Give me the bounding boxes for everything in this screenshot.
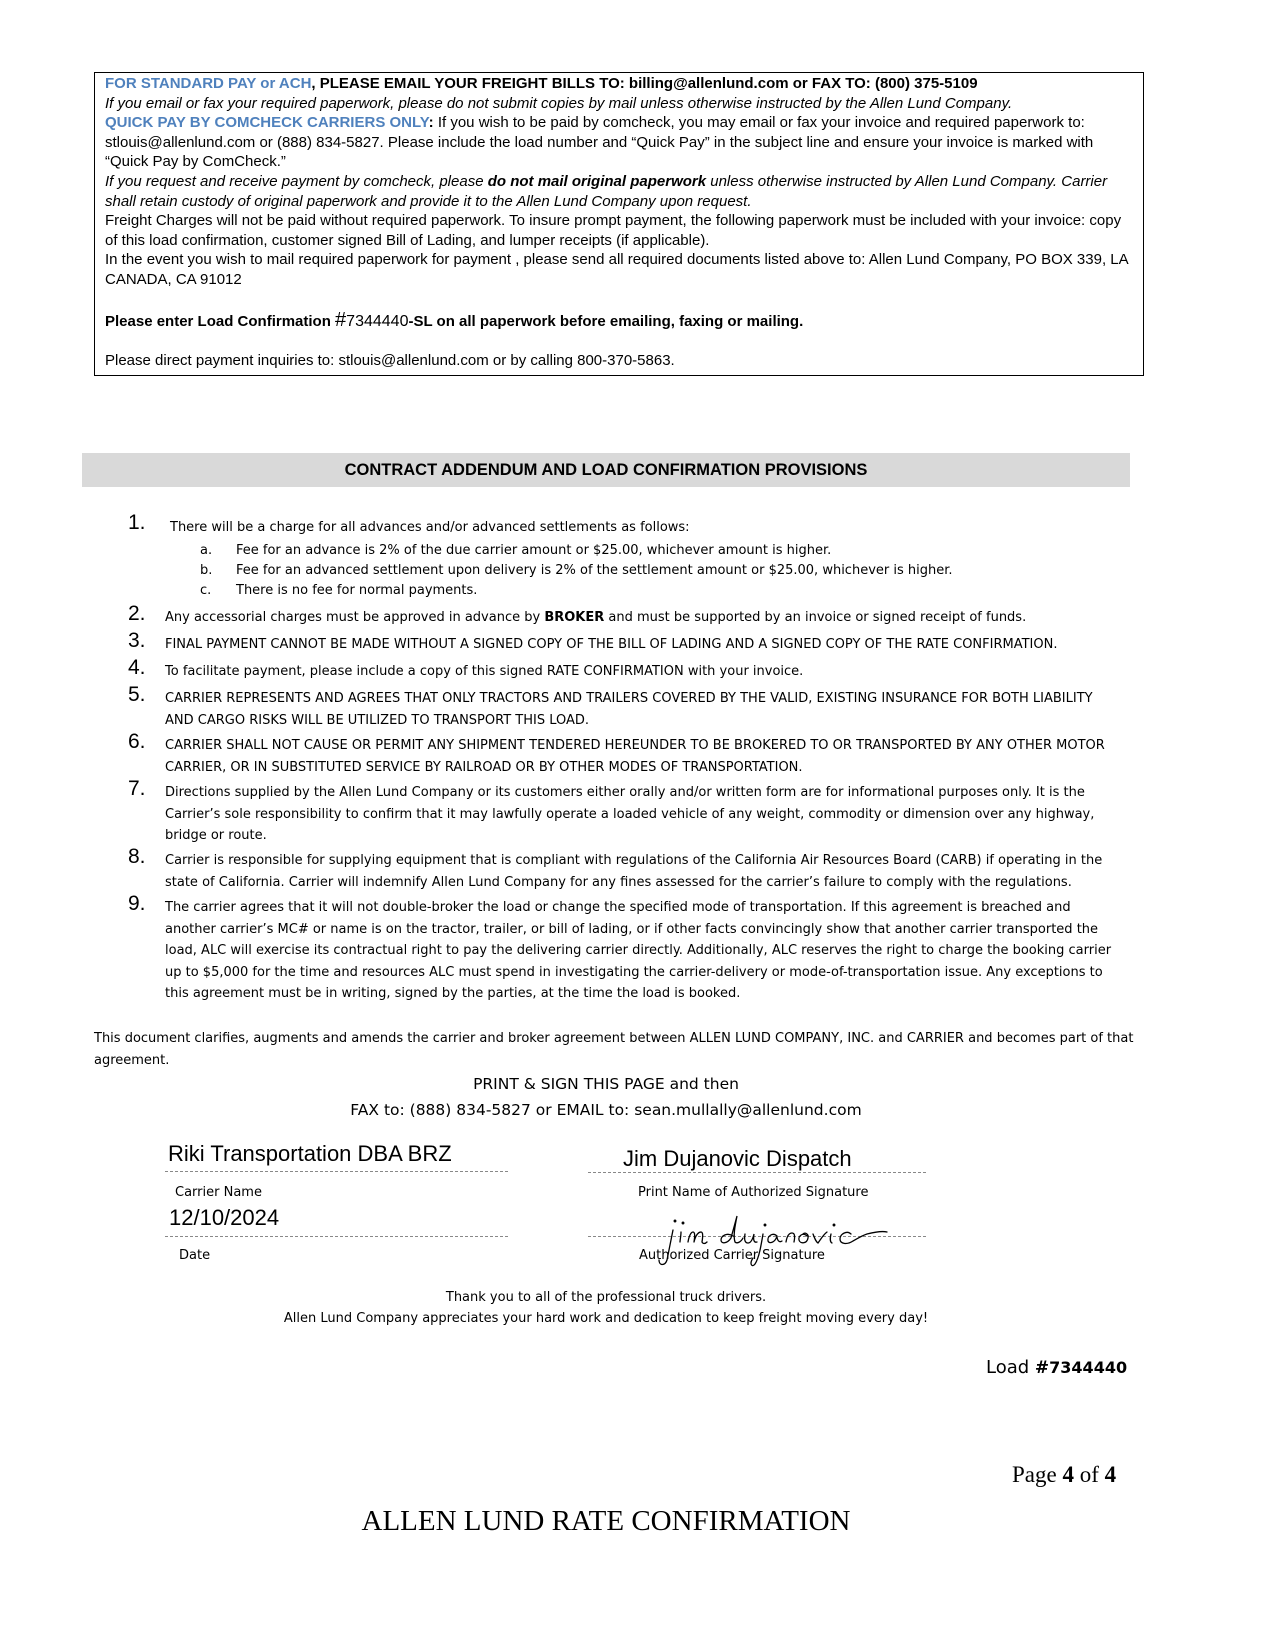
provision-text: CARRIER REPRESENTS AND AGREES THAT ONLY TRACTORS AND TRAILERS COVERED BY THE VALID, EXISTING INSURANCE FOR BOTH LIABILITY AND CARGO RISKS WILL BE UTILIZED TO TRANSPORT THIS LOAD.: [165, 691, 1093, 728]
provision-number: 6.: [128, 730, 146, 753]
provision-text-broker: BROKER: [544, 610, 605, 625]
load-confirmation-number: 7344440: [346, 313, 409, 331]
standard-pay-instructions: , PLEASE EMAIL YOUR FREIGHT BILLS TO: billing@allenlund.com or FAX TO: (800) 375-5109: [311, 75, 978, 92]
billing-instructions-box: [94, 72, 1144, 376]
sub-item-text: There is no fee for normal payments.: [236, 583, 478, 598]
page-of: of: [1073, 1462, 1105, 1487]
load-confirmation-suffix: -SL on all paperwork before emailing, faxing or mailing.: [408, 313, 804, 331]
print-name-line: [588, 1172, 926, 1173]
freight-charges-note: Freight Charges will not be paid without required paperwork. To insure prompt payment, the following paperwork must be included with your invoice: copy of this load confirmation, customer signed Bill of Lading, and lumper receipts (if applicable).: [105, 212, 1122, 249]
signature-label: Authorized Carrier Signature: [639, 1248, 825, 1263]
provision-number: 4.: [128, 656, 146, 679]
provision-number: 2.: [128, 602, 146, 625]
load-reference-number: 7344440: [1049, 1358, 1128, 1377]
sub-item-letter: c.: [200, 583, 212, 598]
provision-text: [165, 607, 1115, 629]
load-reference: [986, 1357, 1127, 1378]
print-name-label: Print Name of Authorized Signature: [638, 1185, 869, 1200]
quick-pay-label: QUICK PAY BY COMCHECK CARRIERS ONLY: [105, 114, 429, 132]
page-total: 4: [1104, 1462, 1117, 1487]
sub-item-letter: a.: [200, 543, 213, 558]
comcheck-note-end: unless otherwise instructed by Allen Lund Company. Carrier shall retain custody of original paperwork and provide it to the Allen Lund Company upon request.: [105, 172, 1108, 210]
provision-text: The carrier agrees that it will not double-broker the load or change the specified mode of transportation. If this agreement is breached and another carrier’s MC# or name is on the tractor, trailer, or bill of lading, or if other facts convincingly show that another carrier transported the load, ALC will exercise its contractual right to pay the delivering carrier directly. Additionally, ALC reserves the right to charge the booking carrier up to $5,000 for the time and resources ALC must spend in investigating the carrier-delivery or mode-of-transportation issue. Any exceptions to this agreement must be in writing, signed by the parties, at the time the load is booked.: [165, 900, 1112, 1001]
date-value: 12/10/2024: [169, 1205, 280, 1230]
sub-item-letter: b.: [200, 563, 213, 578]
quick-pay-paragraph: [105, 113, 1133, 172]
provisions-header: CONTRACT ADDENDUM AND LOAD CONFIRMATION PROVISIONS: [82, 453, 1130, 487]
comcheck-note-emphasis: do not mail original paperwork: [487, 172, 707, 190]
comcheck-note: [105, 172, 1133, 211]
carrier-name-line: [165, 1171, 508, 1172]
provision-text: Directions supplied by the Allen Lund Company or its customers either orally and/or written form are for informational purposes only. It is the Carrier’s sole responsibility to confirm that it may lawfully operate a loaded vehicle of any weight, commodity or dimension over any highway, bridge or route.: [165, 785, 1095, 843]
page-current: 4: [1062, 1462, 1074, 1487]
comcheck-note-start: If you request and receive payment by comcheck, please: [105, 172, 488, 190]
mail-address-note: In the event you wish to mail required paperwork for payment , please send all required documents listed above to: Allen Lund Company, PO BOX 339, LA CANADA, CA 91012: [105, 251, 1128, 288]
page-number: [1012, 1462, 1116, 1488]
load-confirmation-line: [105, 311, 1133, 332]
thanks-line-1: Thank you to all of the professional truck drivers.: [445, 1290, 767, 1305]
page-prefix: Page: [1012, 1462, 1063, 1487]
print-sign-line-2: FAX to: (888) 834-5827 or EMAIL to: sean.mullally@allenlund.com: [350, 1101, 862, 1119]
provision-text: FINAL PAYMENT CANNOT BE MADE WITHOUT A SIGNED COPY OF THE BILL OF LADING AND A SIGNED COPY OF THE RATE CONFIRMATION.: [165, 637, 1058, 652]
provision-number: 9.: [128, 892, 146, 915]
standard-pay-note: If you email or fax your required paperwork, please do not submit copies by mail unless otherwise instructed by the Allen Lund Company.: [105, 94, 1013, 112]
provision-text: There will be a charge for all advances and/or advanced settlements as follows:: [170, 520, 690, 535]
sub-item-text: Fee for an advanced settlement upon delivery is 2% of the settlement amount or $25.00, whichever is higher.: [236, 563, 953, 578]
standard-pay-line: [105, 74, 1133, 94]
provision-number: 5.: [128, 683, 146, 706]
date-line: [165, 1236, 508, 1237]
load-confirmation-pound: #: [335, 309, 347, 332]
print-name-value: Jim Dujanovic Dispatch: [623, 1146, 852, 1171]
provision-number: 8.: [128, 845, 146, 868]
quick-pay-colon: :: [428, 114, 434, 132]
agreement-note: This document clarifies, augments and amends the carrier and broker agreement between ALLEN LUND COMPANY, INC. and CARRIER and becomes part of that agreement.: [94, 1031, 1134, 1068]
provision-text: CARRIER SHALL NOT CAUSE OR PERMIT ANY SHIPMENT TENDERED HEREUNDER TO BE BROKERED TO OR TRANSPORTED BY ANY OTHER MOTOR CARRIER, OR IN SUBSTITUTED SERVICE BY RAILROAD OR BY OTHER MODES OF TRANSPORTATION.: [165, 738, 1105, 775]
sub-item-text: Fee for an advance is 2% of the due carrier amount or $25.00, whichever amount is higher.: [236, 543, 832, 558]
load-reference-pound: #: [1034, 1358, 1050, 1378]
print-sign-line-1: PRINT & SIGN THIS PAGE and then: [473, 1075, 739, 1093]
carrier-name-label: Carrier Name: [175, 1185, 262, 1200]
quick-pay-instructions: If you wish to be paid by comcheck, you may email or fax your invoice and required paperwork to: stlouis@allenlund.com or (888) 834-5827. Please include the load number and “Quick Pay” in the subject line and ensure your invoice is marked with “Quick Pay by ComCheck.”: [105, 114, 1094, 171]
provision-number: 3.: [128, 629, 146, 652]
provision-text: Carrier is responsible for supplying equipment that is compliant with regulations of the California Air Resources Board (CARB) if operating in the state of California. Carrier will indemnify Allen Lund Company for any fines assessed for the carrier’s failure to comply with the regulations.: [165, 853, 1103, 890]
standard-pay-label: FOR STANDARD PAY or ACH: [105, 75, 312, 92]
load-reference-label: Load: [986, 1357, 1035, 1378]
provision-number: 1.: [128, 511, 146, 534]
handwritten-signature: [655, 1206, 890, 1268]
provision-text-start: Any accessorial charges must be approved in advance by: [165, 610, 545, 625]
thanks-line-2: Allen Lund Company appreciates your hard work and dedication to keep freight moving every day!: [283, 1311, 929, 1326]
load-confirmation-prefix: Please enter Load Confirmation: [105, 313, 336, 331]
payment-inquiries-note: Please direct payment inquiries to: stlouis@allenlund.com or by calling 800-370-5863.: [105, 352, 675, 370]
provision-text: To facilitate payment, please include a copy of this signed RATE CONFIRMATION with your invoice.: [165, 664, 804, 679]
date-label: Date: [179, 1248, 211, 1263]
provision-text-end: and must be supported by an invoice or signed receipt of funds.: [604, 610, 1027, 625]
print-sign-instructions: [0, 1071, 1212, 1123]
thanks-message: [0, 1287, 1212, 1329]
document-title: ALLEN LUND RATE CONFIRMATION: [361, 1505, 851, 1537]
carrier-name-value: Riki Transportation DBA BRZ: [168, 1141, 452, 1166]
provision-number: 7.: [128, 777, 146, 800]
